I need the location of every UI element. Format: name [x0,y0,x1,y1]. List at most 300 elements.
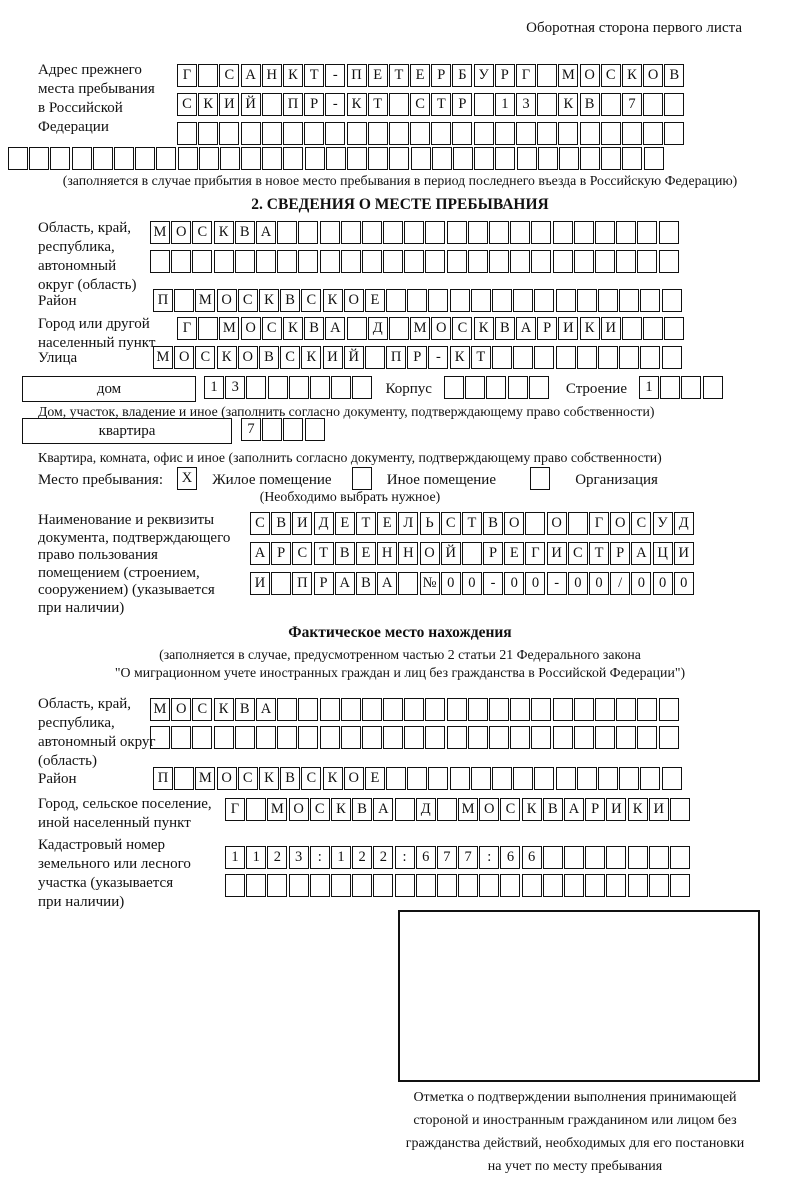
char-cell[interactable]: Е [368,64,388,87]
char-cell[interactable] [468,250,488,273]
char-cell[interactable] [219,122,239,145]
char-cell[interactable]: Ь [420,512,440,535]
char-cell[interactable] [510,221,530,244]
char-cell[interactable] [580,147,600,170]
char-cell[interactable]: 7 [458,846,478,869]
char-cell[interactable] [622,147,642,170]
char-cell[interactable]: Г [177,64,197,87]
char-cell[interactable]: 1 [639,376,659,399]
char-cell[interactable] [577,346,597,369]
char-cell[interactable] [283,122,303,145]
char-cell[interactable] [341,221,361,244]
char-cell[interactable] [670,846,690,869]
char-cell[interactable]: - [483,572,503,595]
char-cell[interactable] [373,874,393,897]
cadastral-row-2[interactable] [225,874,691,897]
char-cell[interactable] [606,846,626,869]
char-cell[interactable] [150,250,170,273]
char-cell[interactable] [664,317,684,340]
char-cell[interactable]: В [335,542,355,565]
char-cell[interactable]: Р [483,542,503,565]
char-cell[interactable] [368,147,388,170]
char-cell[interactable]: К [323,767,343,790]
char-cell[interactable]: О [217,767,237,790]
char-cell[interactable] [468,698,488,721]
char-cell[interactable] [643,122,663,145]
char-cell[interactable]: Е [356,542,376,565]
char-cell[interactable] [352,376,372,399]
char-cell[interactable] [235,726,255,749]
char-cell[interactable]: 1 [495,93,515,116]
char-cell[interactable]: В [304,317,324,340]
char-cell[interactable] [320,698,340,721]
char-cell[interactable] [640,767,660,790]
char-cell[interactable] [474,147,494,170]
char-cell[interactable] [492,346,512,369]
apartment-number-cells[interactable] [241,418,326,441]
char-cell[interactable]: 0 [589,572,609,595]
char-cell[interactable]: К [214,698,234,721]
char-cell[interactable] [553,221,573,244]
char-cell[interactable] [365,346,385,369]
char-cell[interactable]: М [150,221,170,244]
document-row-3[interactable] [250,572,695,595]
char-cell[interactable] [156,147,176,170]
char-cell[interactable] [558,122,578,145]
char-cell[interactable]: Б [452,64,472,87]
char-cell[interactable]: М [458,798,478,821]
char-cell[interactable] [659,250,679,273]
char-cell[interactable] [616,698,636,721]
char-cell[interactable] [640,346,660,369]
char-cell[interactable]: - [547,572,567,595]
char-cell[interactable] [598,346,618,369]
char-cell[interactable] [489,250,509,273]
char-cell[interactable]: 3 [516,93,536,116]
char-cell[interactable]: 0 [674,572,694,595]
char-cell[interactable]: И [601,317,621,340]
char-cell[interactable]: Г [225,798,245,821]
char-cell[interactable] [241,147,261,170]
char-cell[interactable]: 0 [504,572,524,595]
char-cell[interactable] [389,317,409,340]
char-cell[interactable] [453,147,473,170]
char-cell[interactable] [331,376,351,399]
char-cell[interactable]: Р [407,346,427,369]
char-cell[interactable]: А [631,542,651,565]
district-row[interactable] [153,289,683,312]
char-cell[interactable]: В [664,64,684,87]
char-cell[interactable]: 0 [462,572,482,595]
char-cell[interactable] [489,726,509,749]
char-cell[interactable]: М [195,289,215,312]
char-cell[interactable] [516,122,536,145]
char-cell[interactable] [556,346,576,369]
document-row-2[interactable] [250,542,695,565]
char-cell[interactable] [564,874,584,897]
char-cell[interactable]: К [283,317,303,340]
char-cell[interactable]: 0 [631,572,651,595]
actual-region-row-1[interactable] [150,698,680,721]
char-cell[interactable] [637,698,657,721]
char-cell[interactable] [256,726,276,749]
char-cell[interactable] [246,798,266,821]
char-cell[interactable] [298,726,318,749]
char-cell[interactable] [616,726,636,749]
char-cell[interactable]: П [153,289,173,312]
char-cell[interactable] [398,572,418,595]
char-cell[interactable]: О [431,317,451,340]
char-cell[interactable]: К [214,221,234,244]
char-cell[interactable] [198,317,218,340]
char-cell[interactable]: В [352,798,372,821]
char-cell[interactable] [368,122,388,145]
char-cell[interactable] [277,698,297,721]
actual-city-row[interactable] [225,798,691,821]
char-cell[interactable] [601,147,621,170]
char-cell[interactable]: 2 [352,846,372,869]
char-cell[interactable]: 0 [653,572,673,595]
char-cell[interactable]: А [256,698,276,721]
char-cell[interactable] [628,846,648,869]
char-cell[interactable] [383,698,403,721]
char-cell[interactable]: № [420,572,440,595]
char-cell[interactable] [277,221,297,244]
char-cell[interactable]: 2 [373,846,393,869]
char-cell[interactable] [619,346,639,369]
char-cell[interactable]: О [171,221,191,244]
char-cell[interactable]: К [628,798,648,821]
char-cell[interactable] [471,289,491,312]
char-cell[interactable] [428,289,448,312]
char-cell[interactable] [404,726,424,749]
char-cell[interactable]: О [479,798,499,821]
char-cell[interactable] [660,376,680,399]
char-cell[interactable] [553,250,573,273]
char-cell[interactable]: К [259,767,279,790]
char-cell[interactable]: Р [495,64,515,87]
char-cell[interactable]: С [177,93,197,116]
char-cell[interactable]: К [450,346,470,369]
char-cell[interactable] [468,221,488,244]
char-cell[interactable] [556,289,576,312]
char-cell[interactable]: Т [368,93,388,116]
char-cell[interactable] [425,250,445,273]
char-cell[interactable] [637,726,657,749]
char-cell[interactable] [495,122,515,145]
char-cell[interactable] [556,767,576,790]
char-cell[interactable] [425,221,445,244]
char-cell[interactable] [543,874,563,897]
organization-checkbox[interactable] [530,467,551,490]
char-cell[interactable] [262,122,282,145]
char-cell[interactable]: X [177,467,197,490]
char-cell[interactable] [320,726,340,749]
char-cell[interactable]: 0 [525,572,545,595]
korpus-cells[interactable] [444,376,550,399]
char-cell[interactable]: 0 [568,572,588,595]
char-cell[interactable] [637,221,657,244]
char-cell[interactable] [174,767,194,790]
char-cell[interactable] [644,147,664,170]
char-cell[interactable]: В [280,767,300,790]
char-cell[interactable] [198,64,218,87]
char-cell[interactable] [241,122,261,145]
char-cell[interactable] [283,418,303,441]
char-cell[interactable] [619,289,639,312]
char-cell[interactable] [325,122,345,145]
char-cell[interactable]: Т [356,512,376,535]
char-cell[interactable]: С [250,512,270,535]
char-cell[interactable]: Й [344,346,364,369]
char-cell[interactable] [411,147,431,170]
char-cell[interactable] [305,418,325,441]
char-cell[interactable]: В [483,512,503,535]
char-cell[interactable]: С [238,767,258,790]
char-cell[interactable] [574,698,594,721]
char-cell[interactable] [664,93,684,116]
char-cell[interactable]: В [580,93,600,116]
char-cell[interactable] [404,698,424,721]
char-cell[interactable]: А [516,317,536,340]
char-cell[interactable]: С [262,317,282,340]
char-cell[interactable] [659,698,679,721]
char-cell[interactable]: И [292,512,312,535]
char-cell[interactable] [298,221,318,244]
char-cell[interactable] [537,93,557,116]
char-cell[interactable]: : [479,846,499,869]
char-cell[interactable] [431,122,451,145]
char-cell[interactable] [537,122,557,145]
char-cell[interactable] [510,250,530,273]
char-cell[interactable] [341,250,361,273]
char-cell[interactable]: Л [398,512,418,535]
char-cell[interactable]: М [267,798,287,821]
char-cell[interactable]: : [310,846,330,869]
char-cell[interactable] [93,147,113,170]
char-cell[interactable] [474,93,494,116]
char-cell[interactable]: С [192,698,212,721]
char-cell[interactable]: 6 [500,846,520,869]
char-cell[interactable] [198,122,218,145]
char-cell[interactable]: А [335,572,355,595]
char-cell[interactable]: Е [335,512,355,535]
char-cell[interactable]: А [564,798,584,821]
char-cell[interactable] [341,698,361,721]
char-cell[interactable] [262,147,282,170]
char-cell[interactable] [703,376,723,399]
region-row-2[interactable] [150,250,680,273]
char-cell[interactable]: П [153,767,173,790]
char-cell[interactable] [192,726,212,749]
actual-district-row[interactable] [153,767,683,790]
char-cell[interactable]: В [271,512,291,535]
document-row-1[interactable] [250,512,695,535]
char-cell[interactable] [537,64,557,87]
char-cell[interactable] [450,767,470,790]
char-cell[interactable] [320,250,340,273]
char-cell[interactable] [450,289,470,312]
char-cell[interactable] [628,874,648,897]
char-cell[interactable] [489,698,509,721]
char-cell[interactable] [256,250,276,273]
char-cell[interactable] [404,221,424,244]
char-cell[interactable]: Р [537,317,557,340]
char-cell[interactable]: С [292,542,312,565]
char-cell[interactable] [447,250,467,273]
char-cell[interactable] [386,289,406,312]
char-cell[interactable]: 6 [416,846,436,869]
char-cell[interactable]: - [325,93,345,116]
char-cell[interactable]: 0 [441,572,461,595]
char-cell[interactable] [681,376,701,399]
char-cell[interactable]: Р [304,93,324,116]
char-cell[interactable] [347,147,367,170]
char-cell[interactable] [495,147,515,170]
char-cell[interactable] [150,726,170,749]
char-cell[interactable] [444,376,464,399]
char-cell[interactable]: А [241,64,261,87]
char-cell[interactable]: М [153,346,173,369]
char-cell[interactable]: С [631,512,651,535]
char-cell[interactable]: С [310,798,330,821]
char-cell[interactable]: П [292,572,312,595]
char-cell[interactable] [362,726,382,749]
char-cell[interactable]: Т [304,64,324,87]
cadastral-row-1[interactable] [225,846,691,869]
char-cell[interactable] [564,846,584,869]
char-cell[interactable] [543,846,563,869]
char-cell[interactable]: К [347,93,367,116]
char-cell[interactable]: У [653,512,673,535]
char-cell[interactable] [662,289,682,312]
char-cell[interactable] [298,250,318,273]
char-cell[interactable]: Г [516,64,536,87]
char-cell[interactable]: В [235,698,255,721]
city-row[interactable] [177,317,686,340]
char-cell[interactable] [462,542,482,565]
char-cell[interactable]: О [610,512,630,535]
char-cell[interactable] [553,698,573,721]
char-cell[interactable] [649,846,669,869]
prev-address-row-2[interactable] [177,93,686,116]
char-cell[interactable]: Е [365,767,385,790]
char-cell[interactable]: С [301,767,321,790]
house-field-box[interactable]: дом [22,376,196,402]
residential-checkbox[interactable] [177,467,198,490]
char-cell[interactable]: У [474,64,494,87]
char-cell[interactable] [171,726,191,749]
char-cell[interactable]: С [195,346,215,369]
char-cell[interactable]: О [504,512,524,535]
char-cell[interactable]: М [150,698,170,721]
char-cell[interactable]: П [386,346,406,369]
char-cell[interactable]: 1 [331,846,351,869]
char-cell[interactable] [534,289,554,312]
char-cell[interactable] [585,874,605,897]
char-cell[interactable]: О [547,512,567,535]
char-cell[interactable] [410,122,430,145]
char-cell[interactable] [220,147,240,170]
char-cell[interactable]: С [500,798,520,821]
char-cell[interactable] [616,250,636,273]
char-cell[interactable] [352,467,372,490]
char-cell[interactable] [268,376,288,399]
char-cell[interactable] [407,289,427,312]
char-cell[interactable]: В [280,289,300,312]
char-cell[interactable] [214,250,234,273]
char-cell[interactable] [395,798,415,821]
char-cell[interactable] [277,250,297,273]
char-cell[interactable] [595,221,615,244]
char-cell[interactable] [362,221,382,244]
char-cell[interactable]: К [622,64,642,87]
char-cell[interactable] [601,122,621,145]
char-cell[interactable]: Р [314,572,334,595]
char-cell[interactable] [534,767,554,790]
char-cell[interactable] [580,122,600,145]
char-cell[interactable] [531,698,551,721]
char-cell[interactable]: И [219,93,239,116]
char-cell[interactable] [310,376,330,399]
char-cell[interactable] [305,147,325,170]
char-cell[interactable] [29,147,49,170]
char-cell[interactable] [465,376,485,399]
char-cell[interactable]: Н [262,64,282,87]
char-cell[interactable] [362,698,382,721]
char-cell[interactable]: Й [441,542,461,565]
char-cell[interactable]: О [289,798,309,821]
char-cell[interactable] [489,221,509,244]
char-cell[interactable] [510,726,530,749]
char-cell[interactable]: Т [389,64,409,87]
char-cell[interactable] [8,147,28,170]
char-cell[interactable] [352,874,372,897]
char-cell[interactable]: Р [452,93,472,116]
char-cell[interactable]: 7 [437,846,457,869]
char-cell[interactable]: Т [462,512,482,535]
char-cell[interactable]: Т [471,346,491,369]
char-cell[interactable]: О [344,767,364,790]
char-cell[interactable] [640,289,660,312]
char-cell[interactable]: Т [431,93,451,116]
char-cell[interactable] [616,221,636,244]
char-cell[interactable] [389,147,409,170]
char-cell[interactable]: В [495,317,515,340]
char-cell[interactable]: Г [589,512,609,535]
char-cell[interactable]: В [235,221,255,244]
char-cell[interactable] [637,250,657,273]
char-cell[interactable]: С [441,512,461,535]
char-cell[interactable]: И [649,798,669,821]
char-cell[interactable] [530,467,550,490]
char-cell[interactable] [670,874,690,897]
char-cell[interactable] [416,874,436,897]
char-cell[interactable] [404,250,424,273]
char-cell[interactable] [432,147,452,170]
char-cell[interactable]: 2 [267,846,287,869]
char-cell[interactable] [447,221,467,244]
char-cell[interactable] [386,767,406,790]
char-cell[interactable]: К [198,93,218,116]
char-cell[interactable] [553,726,573,749]
char-cell[interactable] [289,874,309,897]
char-cell[interactable]: - [325,64,345,87]
char-cell[interactable]: Д [416,798,436,821]
char-cell[interactable]: М [558,64,578,87]
char-cell[interactable] [347,122,367,145]
char-cell[interactable] [310,874,330,897]
